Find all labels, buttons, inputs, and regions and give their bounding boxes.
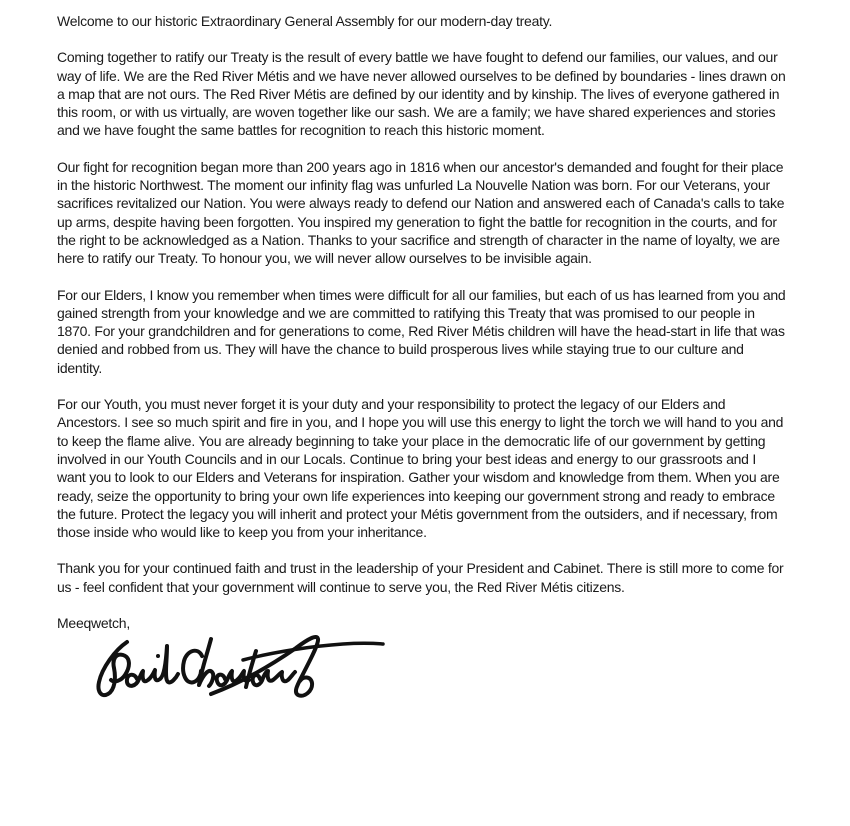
letter-body (57, 12, 788, 704)
letter-paragraph-welcome: Welcome to our historic Extraordinary General Assembly for our modern-day treaty. (57, 13, 553, 29)
letter-paragraph-fight-for-recognition: Our fight for recognition began more than 200 years ago in 1816 when our ancestor's demanded and fought for their place in the historic Northwest. The moment our infinity flag was unfurled La Nouvelle Nation was born. For our Veterans, your sacrifices revitalized our Nation. You were always ready to defend our Nation and answered each of Canada's calls to take up arms, despite having been forgotten. You inspired my generation to fight the battle for recognition in the courts, and for the right to be acknowledged as a Nation. Thanks to your sacrifice and strength of character in the name of loyalty, we are here to ratify our Treaty. To honour you, we will never allow ourselves to be invisible again. (57, 158, 785, 267)
signature-i-dot (156, 654, 160, 658)
letter-paragraph-youth: For our Youth, you must never forget it is your duty and your responsibility to protect the legacy of our Elders and Ancestors. I see so much spirit and fire in you, and I hope you will use this energy to light the torch we will hand to you and to keep the flame alive. You are already beginning to take your place in the democratic life of our government by getting involved in our Youth Councils and in our Locals. Continue to bring your best ideas and energy to our grassroots and I want you to look to our Elders and Veterans for inspiration. Gather your wisdom and knowledge from them. When you are ready, seize the opportunity to bring your own life experiences into keeping our government strong and ready to embrace the future. Protect the legacy you will inherit and protect your Métis government from the outsiders, and if necessary, from those inside who would like to keep you from your inheritance. (57, 396, 784, 541)
signature-stroke-first-name (98, 642, 178, 695)
letter-paragraph-elders: For our Elders, I know you remember when times were difficult for all our families, but each of us has learned from you and gained strength from your knowledge and we are committed to ratifying this Treaty that was promised to our people in 1870. For your grandchildren and for generations to come, Red River Métis children will have the head-start in life that was denied and robbed from us. They will have the chance to build prosperous lives while staying true to our culture and identity. (57, 286, 786, 376)
signature-stroke-flourish (211, 637, 318, 696)
letter-paragraph-thank-you: Thank you for your continued faith and trust in the leadership of your President and Cabinet. There is still more to come for us - feel confident that your government will continue to serve you, the Red River Métis citizens. (57, 560, 784, 595)
letter-closing: Meeqwetch, (57, 615, 130, 632)
signature-icon (93, 634, 393, 704)
signature (93, 634, 393, 704)
letter-paragraph-coming-together: Coming together to ratify our Treaty is the result of every battle we have fought to defend our families, our values, and our way of life. We are the Red River Métis and we have never allowed ourselves to be defined by boundaries - lines drawn on a map that are not ours. The Red River Métis are defined by our identity and by kinship. The lives of everyone gathered in this room, or with us virtually, are woven together like our sash. We are a family; we have shared experiences and stories and we have fought the same battles for recognition to reach this historic moment. (57, 49, 786, 139)
